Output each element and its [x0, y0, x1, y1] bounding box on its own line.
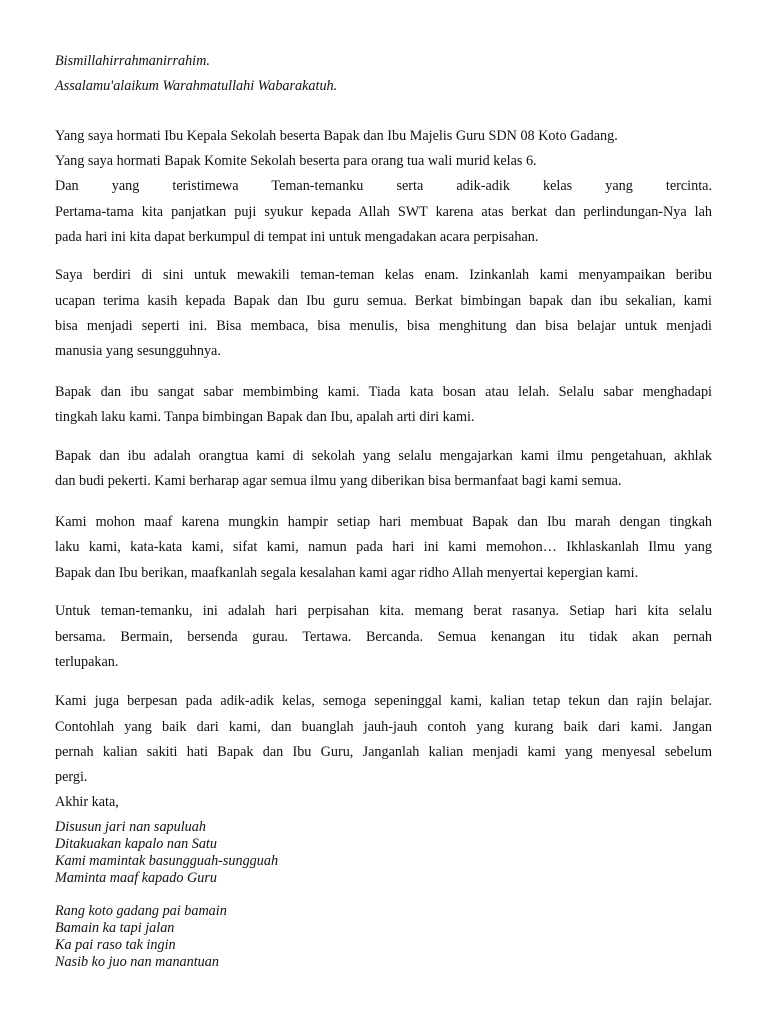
paragraph-line: tingkah laku kami. Tanpa bimbingan Bapak dan Ibu, apalah arti diri kami.: [55, 409, 475, 425]
paragraph-line: Saya berdiri di sini untuk mewakili teman-teman kelas enam. Izinkanlah kami menyampaikan beribu: [55, 267, 712, 283]
paragraph-line: Kami juga berpesan pada adik-adik kelas, semoga sepeninggal kami, kalian tetap tekun dan rajin belajar.: [55, 693, 712, 709]
closing-line: Akhir kata,: [55, 794, 119, 810]
opening-line: Bismillahirrahmanirrahim.: [55, 53, 210, 69]
opening-line: Assalamu'alaikum Warahmatullahi Wabarakatuh.: [55, 78, 338, 94]
greeting-line: Yang saya hormati Bapak Komite Sekolah beserta para orang tua wali murid kelas 6.: [55, 153, 537, 169]
paragraph-line: laku kami, kata-kata kami, sifat kami, namun pada hari ini kami memohon… Ikhlaskanlah Ilmu yang: [55, 539, 712, 555]
paragraph-line: terlupakan.: [55, 654, 119, 670]
paragraph-line: Contohlah yang baik dari kami, dan buanglah jauh-jauh contoh yang kurang baik dari kami. Jangan: [55, 719, 712, 735]
greeting-line: pada hari ini kita dapat berkumpul di tempat ini untuk mengadakan acara perpisahan.: [55, 229, 539, 245]
greeting-line: Dan yang teristimewa Teman-temanku serta adik-adik kelas yang tercinta.: [55, 178, 712, 194]
pantun-line: Disusun jari nan sapuluah: [55, 819, 206, 835]
pantun-line: Ditakuakan kapalo nan Satu: [55, 836, 217, 852]
pantun-line: Ka pai raso tak ingin: [55, 937, 176, 953]
greeting-line: Yang saya hormati Ibu Kepala Sekolah beserta Bapak dan Ibu Majelis Guru SDN 08 Koto Gadang.: [55, 128, 618, 144]
paragraph-line: Untuk teman-temanku, ini adalah hari perpisahan kita. memang berat rasanya. Setiap hari kita selalu: [55, 603, 712, 619]
greeting-line: Pertama-tama kita panjatkan puji syukur kepada Allah SWT karena atas berkat dan perlindungan-Nya lah: [55, 204, 712, 220]
paragraph-line: bisa menjadi seperti ini. Bisa membaca, bisa menulis, bisa menghitung dan bisa belajar untuk menjadi: [55, 318, 712, 334]
paragraph-line: pergi.: [55, 769, 88, 785]
paragraph-line: Bapak dan ibu sangat sabar membimbing kami. Tiada kata bosan atau lelah. Selalu sabar menghadapi: [55, 384, 712, 400]
pantun-line: Rang koto gadang pai bamain: [55, 903, 227, 919]
paragraph-line: Bapak dan ibu adalah orangtua kami di sekolah yang selalu mengajarkan kami ilmu pengetahuan, akhlak: [55, 448, 712, 464]
paragraph-line: ucapan terima kasih kepada Bapak dan Ibu guru semua. Berkat bimbingan bapak dan ibu sekalian, kami: [55, 293, 712, 309]
paragraph-line: Bapak dan Ibu berikan, maafkanlah segala kesalahan kami agar ridho Allah menyertai kepergian kami.: [55, 565, 639, 581]
paragraph-line: dan budi pekerti. Kami berharap agar semua ilmu yang diberikan bisa bermanfaat bagi kami semua.: [55, 473, 622, 489]
paragraph-line: pernah kalian sakiti hati Bapak dan Ibu Guru, Janganlah kalian menjadi kami yang menyesal sebelum: [55, 744, 712, 760]
paragraph-line: Kami mohon maaf karena mungkin hampir setiap hari membuat Bapak dan Ibu marah dengan tingkah: [55, 514, 712, 530]
pantun-line: Bamain ka tapi jalan: [55, 920, 175, 936]
paragraph-line: bersama. Bermain, bersenda gurau. Tertawa. Bercanda. Semua kenangan itu tidak akan pernah: [55, 629, 712, 645]
pantun-line: Kami mamintak basungguah-sungguah: [55, 853, 279, 869]
pantun-line: Nasib ko juo nan manantuan: [55, 954, 219, 970]
paragraph-line: manusia yang sesungguhnya.: [55, 343, 221, 359]
pantun-line: Maminta maaf kapado Guru: [55, 870, 217, 886]
